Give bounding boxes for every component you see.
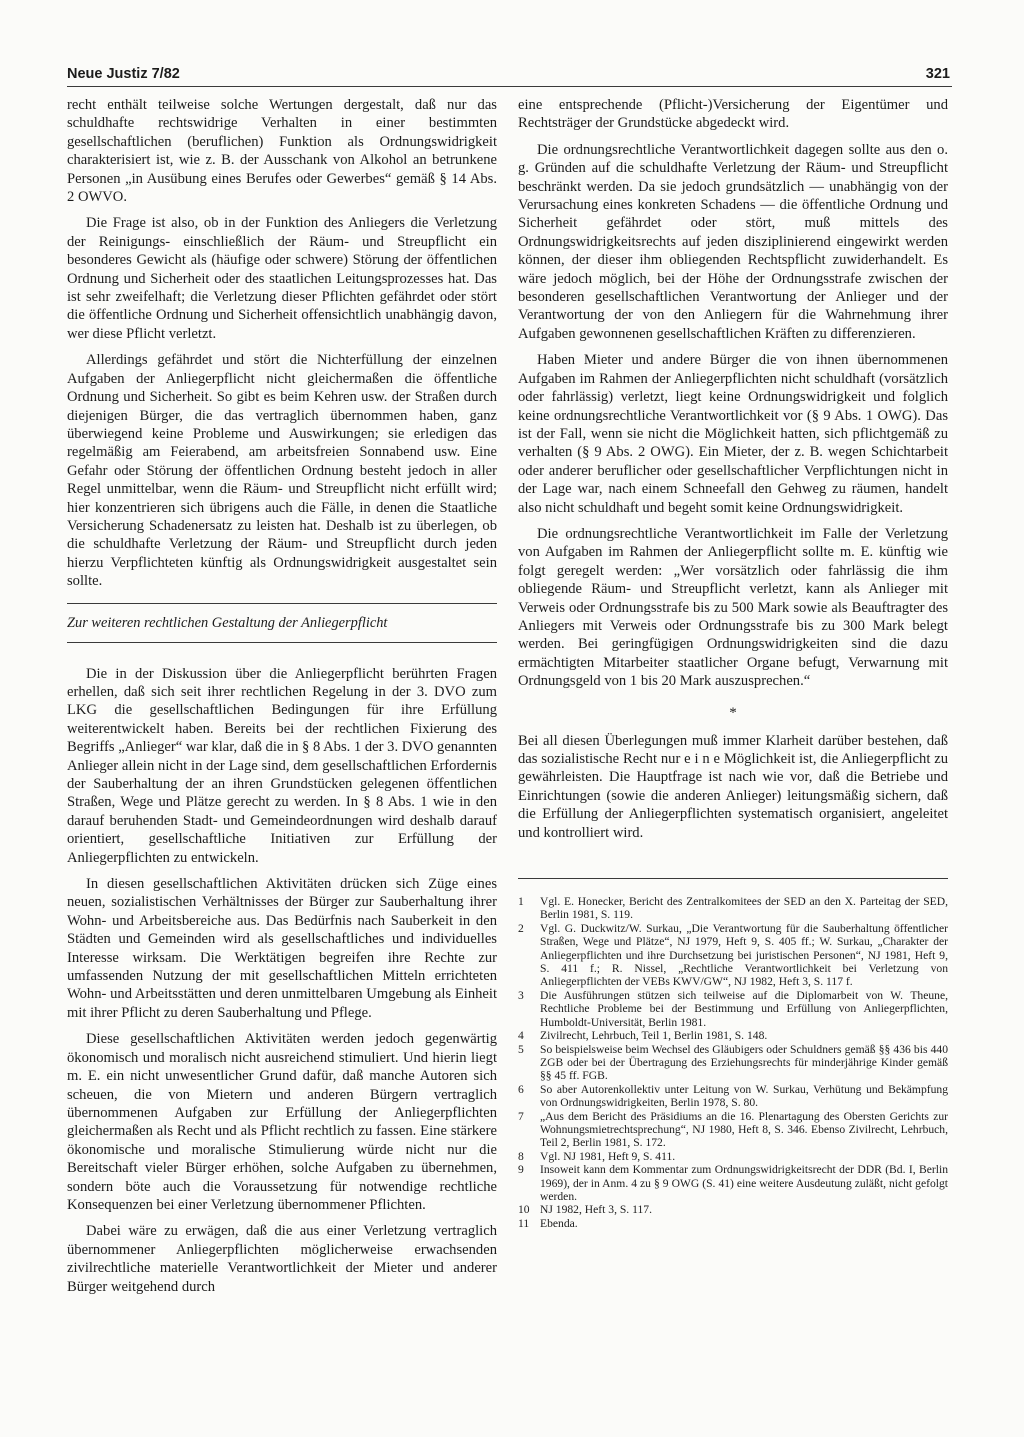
paragraph: eine entsprechende (Pflicht-)Versicherung der Eigentümer und Rechtsträger der Grundstücke abgedeckt wird. [518,97,948,132]
footnote [518,895,948,922]
paragraph: recht enthält teilweise solche Wertungen dergestalt, daß nur das schuldhafte rechtswidrige Verhalten in einer bestimmten gesellschaftlichen (beruflichen) Funktion als Ordnungswidrigkeit charakterisiert ist, wie z. B. der Ausschank von Alkohol an betrunkene Personen „in Ausübung eines Berufes oder Gewerbes“ gemäß § 14 Abs. 2 OWVO. [67,97,497,206]
left-column [67,96,497,1304]
page-header [67,64,952,87]
paragraph: Die ordnungsrechtliche Verantwortlichkeit dagegen sollte aus den o. g. Gründen auf die schuldhafte Verletzung der Räum- und Streupflicht beschränkt werden. Da sie jedoch grundsätzlich — unabhängig von der Verursachung eines konkreten Schadens — die öffentliche Ordnung und Sicherheit gefährdet oder stört, muß mittels des Ordnungswidrigkeitsrechts auf jeden disziplinierend eingewirkt werden können, der dieser ihm obliegenden Rechtspflicht zuwiderhandelt. Es wäre jedoch möglich, bei der Höhe der Ordnungsstrafe zwischen der besonderen gesellschaftlichen Verantwortung der Anlieger und der Verantwortung der von den Anliegern für die Wahrnehmung ihrer Aufgaben gewonnenen gesellschaftlichen Kräften zu differenzieren. [518,141,948,342]
footnotes [518,895,948,1230]
page-number: 321 [925,66,950,82]
footnote-number: 2 [518,921,524,935]
footnote-text: Ebenda. [540,1216,578,1230]
paragraph: Die ordnungsrechtliche Verantwortlichkeit im Falle der Verletzung von Aufgaben im Rahmen der Anliegerpflicht sollte m. E. künftig wie folgt geregelt werden: „Wer vorsätzlich oder fahrlässig die ihm obliegende Räum- und Streupflicht verletzt, kann als Anlieger mit Verweis oder Ordnungsstrafe bis zu 500 Mark sowie als Beauftragter des Anliegers mit Verweis oder Ordnungsstrafe bis zu 300 Mark belegt werden. Bei geringfügigen Ordnungswidrigkeiten sind die dazu ermächtigten Mitarbeiter staatlicher Organe befugt, Verwarnung mit Ordnungsgeld von 1 bis 20 Mark auszusprechen.“ [518,525,948,690]
footnote-text: Die Ausführungen stützen sich teilweise auf die Diplomarbeit von W. Theune, Rechtliche Probleme bei der Bestimmung und Erfüllung von Anliegerpflichten, Humboldt-Universität, Berlin 1981. [540,988,948,1029]
footnote-number: 1 [518,895,524,909]
footnote-text: Insoweit kann dem Kommentar zum Ordnungswidrigkeitsrecht der DDR (Bd. I, Berlin 1969), der in Anm. 4 zu § 9 OWG (S. 41) eine weitere Ausdeutung zuläßt, nicht gefolgt werden. [540,1163,948,1203]
footnote-number: 6 [518,1082,524,1096]
footnote-number: 11 [518,1216,530,1230]
footnote-text: Vgl. G. Duckwitz/W. Surkau, „Die Verantwortung für die Sauberhaltung öffentlicher Straßen, Wege und Plätze“, NJ 1979, Heft 9, S. 405 ff.; W. Surkau, „Charakter der Anliegerpflichten und ihre Durchsetzung bei juristischen Personen“, NJ 1981, Heft 9, S. 411 f.; R. Nissel, „Rechtliche Verantwortlichkeit bei Verletzung von Anliegerpflichten der VEBs KWV/GW“, NJ 1982, Heft 3, S. 117 f. [540,921,948,989]
footnote [518,1110,948,1150]
paragraph: Diese gesellschaftlichen Aktivitäten werden jedoch gegenwärtig ökonomisch und moralisch nicht ausreichend stimuliert. Und hierin liegt m. E. ein nicht unwesentlicher Grund dafür, daß manche Autoren sich scheuen, die von Mietern und anderen Bürgern vertraglich übernommenen Aufgaben zur Erfüllung der Anliegerpflichten gleichermaßen als Recht und als Pflicht rechtlich zu fassen. Eine stärkere ökonomische und moralische Stimulierung würde nicht nur die Bereitschaft vieler Bürger erhöhen, solche Aufgaben zu übernehmen, sondern böte auch die Voraussetzung für notwendige rechtliche Konsequenzen bei einer Verletzung übernommener Pflichten. [67,1031,497,1213]
footnote [518,1163,948,1203]
footnote [518,1029,948,1042]
section-separator: * [729,704,737,721]
footnote-number: 5 [518,1042,524,1056]
footnote-number: 3 [518,988,524,1002]
footnote-number: 7 [518,1109,524,1123]
section-heading: Zur weiteren rechtlichen Gestaltung der Anliegerpflicht [67,603,497,643]
footnote-number: 9 [518,1163,524,1177]
footnote [518,1217,948,1230]
footnote [518,989,948,1029]
paragraph: Die in der Diskussion über die Anliegerpflicht berührten Fragen erhellen, daß sich seit ihrer rechtlichen Regelung in der 3. DVO zum LKG die gesellschaftlichen Bedingungen für ihre Erfüllung weiterentwickelt haben. Bereits bei der rechtlichen Fixierung des Begriffs „Anlieger“ war klar, daß die in § 8 Abs. 1 der 3. DVO genannten Anlieger allein nicht in der Lage sind, dem gesellschaftlichen Erfordernis der Sauberhaltung der an ihren Grundstücken gelegenen öffentlichen Straßen, Wege und Plätze gerecht zu werden. In § 8 Abs. 1 wie in den darauf beruhenden Stadt- und Gemeindeordnungen wird deshalb darauf orientiert, gesellschaftliche Initiativen zur Erfüllung der Anliegerpflichten zu entwickeln. [67,665,497,866]
footnote-text: So aber Autorenkollektiv unter Leitung von W. Surkau, Verhütung und Bekämpfung von Ordnungswidrigkeiten, Berlin 1978, S. 80. [540,1082,948,1110]
footnote-text: Vgl. E. Honecker, Bericht des Zentralkomitees der SED an den X. Parteitag der SED, Berlin 1981, S. 119. [540,895,948,922]
footnote [518,1043,948,1083]
footnote [518,1203,948,1216]
footnote [518,1150,948,1163]
footnote-number: 10 [518,1203,530,1217]
footnote-divider [518,878,948,879]
footnote-text: Vgl. NJ 1981, Heft 9, S. 411. [540,1149,676,1163]
paragraph: Allerdings gefährdet und stört die Nichterfüllung der einzelnen Aufgaben der Anliegerpflicht nicht gleichermaßen die öffentliche Ordnung und Sicherheit. So gibt es beim Kehren usw. der Straßen durch diejenigen Bürger, die das vertraglich übernommen haben, ganz überwiegend keine Probleme und Auswirkungen; sie erledigen das regelmäßig am Feierabend, am arbeitsfreien Sonnabend usw. Eine Gefahr oder Störung der öffentlichen Ordnung besteht jedoch in aller Regel unmittelbar, wenn die Räum- und Streupflicht nicht erfüllt wird; hier konzentrieren sich übrigens auch die Fälle, in denen die Staatliche Versicherung Schadenersatz zu leisten hat. Deshalb ist zu überlegen, ob die schuldhafte Verletzung der Räum- und Streupflicht durch jeden hierzu Verpflichteten künftig als Ordnungswidrigkeit ausgestaltet sein sollte. [67,352,497,590]
footnote [518,1083,948,1110]
paragraph: Die Frage ist also, ob in der Funktion des Anliegers die Verletzung der Reinigungs- einschließlich der Räum- und Streupflicht ein besonderes Gewicht als (häufige oder schwere) Störung der öffentlichen Ordnung und Sicherheit oder des staatlichen Leitungsprozesses hat. Das ist sehr zweifelhaft; die Verletzung dieser Pflichten gefährdet oder stört die öffentliche Ordnung und Sicherheit offensichtlich unabhängig davon, wer diese Pflicht verletzt. [67,215,497,342]
footnote-number: 8 [518,1149,524,1163]
footnote-text: Zivilrecht, Lehrbuch, Teil 1, Berlin 1981, S. 148. [540,1029,768,1043]
journal-title: Neue Justiz 7/82 [67,66,180,82]
footnote-number: 4 [518,1029,524,1043]
footnote-text: So beispielsweise beim Wechsel des Gläubigers oder Schuldners gemäß §§ 436 bis 440 ZGB oder bei der Übertragung des Erziehungsrechts für minderjährige Kinder gemäß §§ 45 ff. FGB. [540,1042,948,1083]
footnote-text: NJ 1982, Heft 3, S. 117. [540,1203,652,1217]
paragraph: In diesen gesellschaftlichen Aktivitäten drücken sich Züge eines neuen, sozialistischen Verhältnisses der Bürger zur Sauberhaltung ihrer Wohn- und Arbeitsbereiche aus. Das Bedürfnis nach Sauberkeit in den Städten und Gemeinden wird als gesellschaftliches und individuelles Interesse wirksam. Die Werktätigen begreifen ihre Rechte zur umfassenden Nutzung der mit gesellschaftlichen Mitteln errichteten Wohn- und Arbeitsstätten und deren unmittelbaren Umgebung als Einheit mit ihrer Pflicht zu deren Sauberhaltung und Pflege. [67,876,497,1021]
right-column [518,96,948,1230]
paragraph: Dabei wäre zu erwägen, daß die aus einer Verletzung vertraglich übernommener Anliegerpflichten möglicherweise erwachsenden zivilrechtliche materielle Verantwortlichkeit der Mieter und anderer Bürger weitgehend durch [67,1223,497,1295]
closing-paragraph: Bei all diesen Überlegungen muß immer Klarheit darüber bestehen, daß das sozialistische Recht nur e i n e Möglichkeit ist, die Anliegerpflicht zu gewährleisten. Die Hauptfrage ist nach wie vor, daß die Betriebe und Einrichtungen (sowie die anderen Anlieger) leitungsmäßig sichern, daß die Erfüllung der Anliegerpflichten systematisch organisiert, angeleitet und kontrolliert wird. [518,732,948,841]
paragraph: Haben Mieter und andere Bürger die von ihnen übernommenen Aufgaben im Rahmen der Anliegerpflichten nicht schuldhaft (vorsätzlich oder fahrlässig) verletzt, liegt keine Ordnungswidrigkeit und folglich keine ordnungsrechtliche Verantwortlichkeit vor (§ 9 Abs. 1 OWG). Das ist der Fall, wenn sie nicht die Möglichkeit hatten, sich pflichtgemäß zu verhalten (§ 9 Abs. 2 OWG). Ein Mieter, der z. B. wegen Schichtarbeit oder anderer beruflicher oder gesellschaftlicher Verpflichtungen nicht in der Lage war, nach einem Schneefall den Gehweg zu räumen, handelt also nicht schuldhaft und begeht somit keine Ordnungswidrigkeit. [518,352,948,516]
footnote-text: „Aus dem Bericht des Präsidiums an die 16. Plenartagung des Obersten Gerichts zur Wohnungsmietrechtsprechung“, NJ 1980, Heft 8, S. 346. Ebenso Zivilrecht, Lehrbuch, Teil 2, Berlin 1981, S. 172. [540,1109,948,1150]
footnote [518,922,948,989]
